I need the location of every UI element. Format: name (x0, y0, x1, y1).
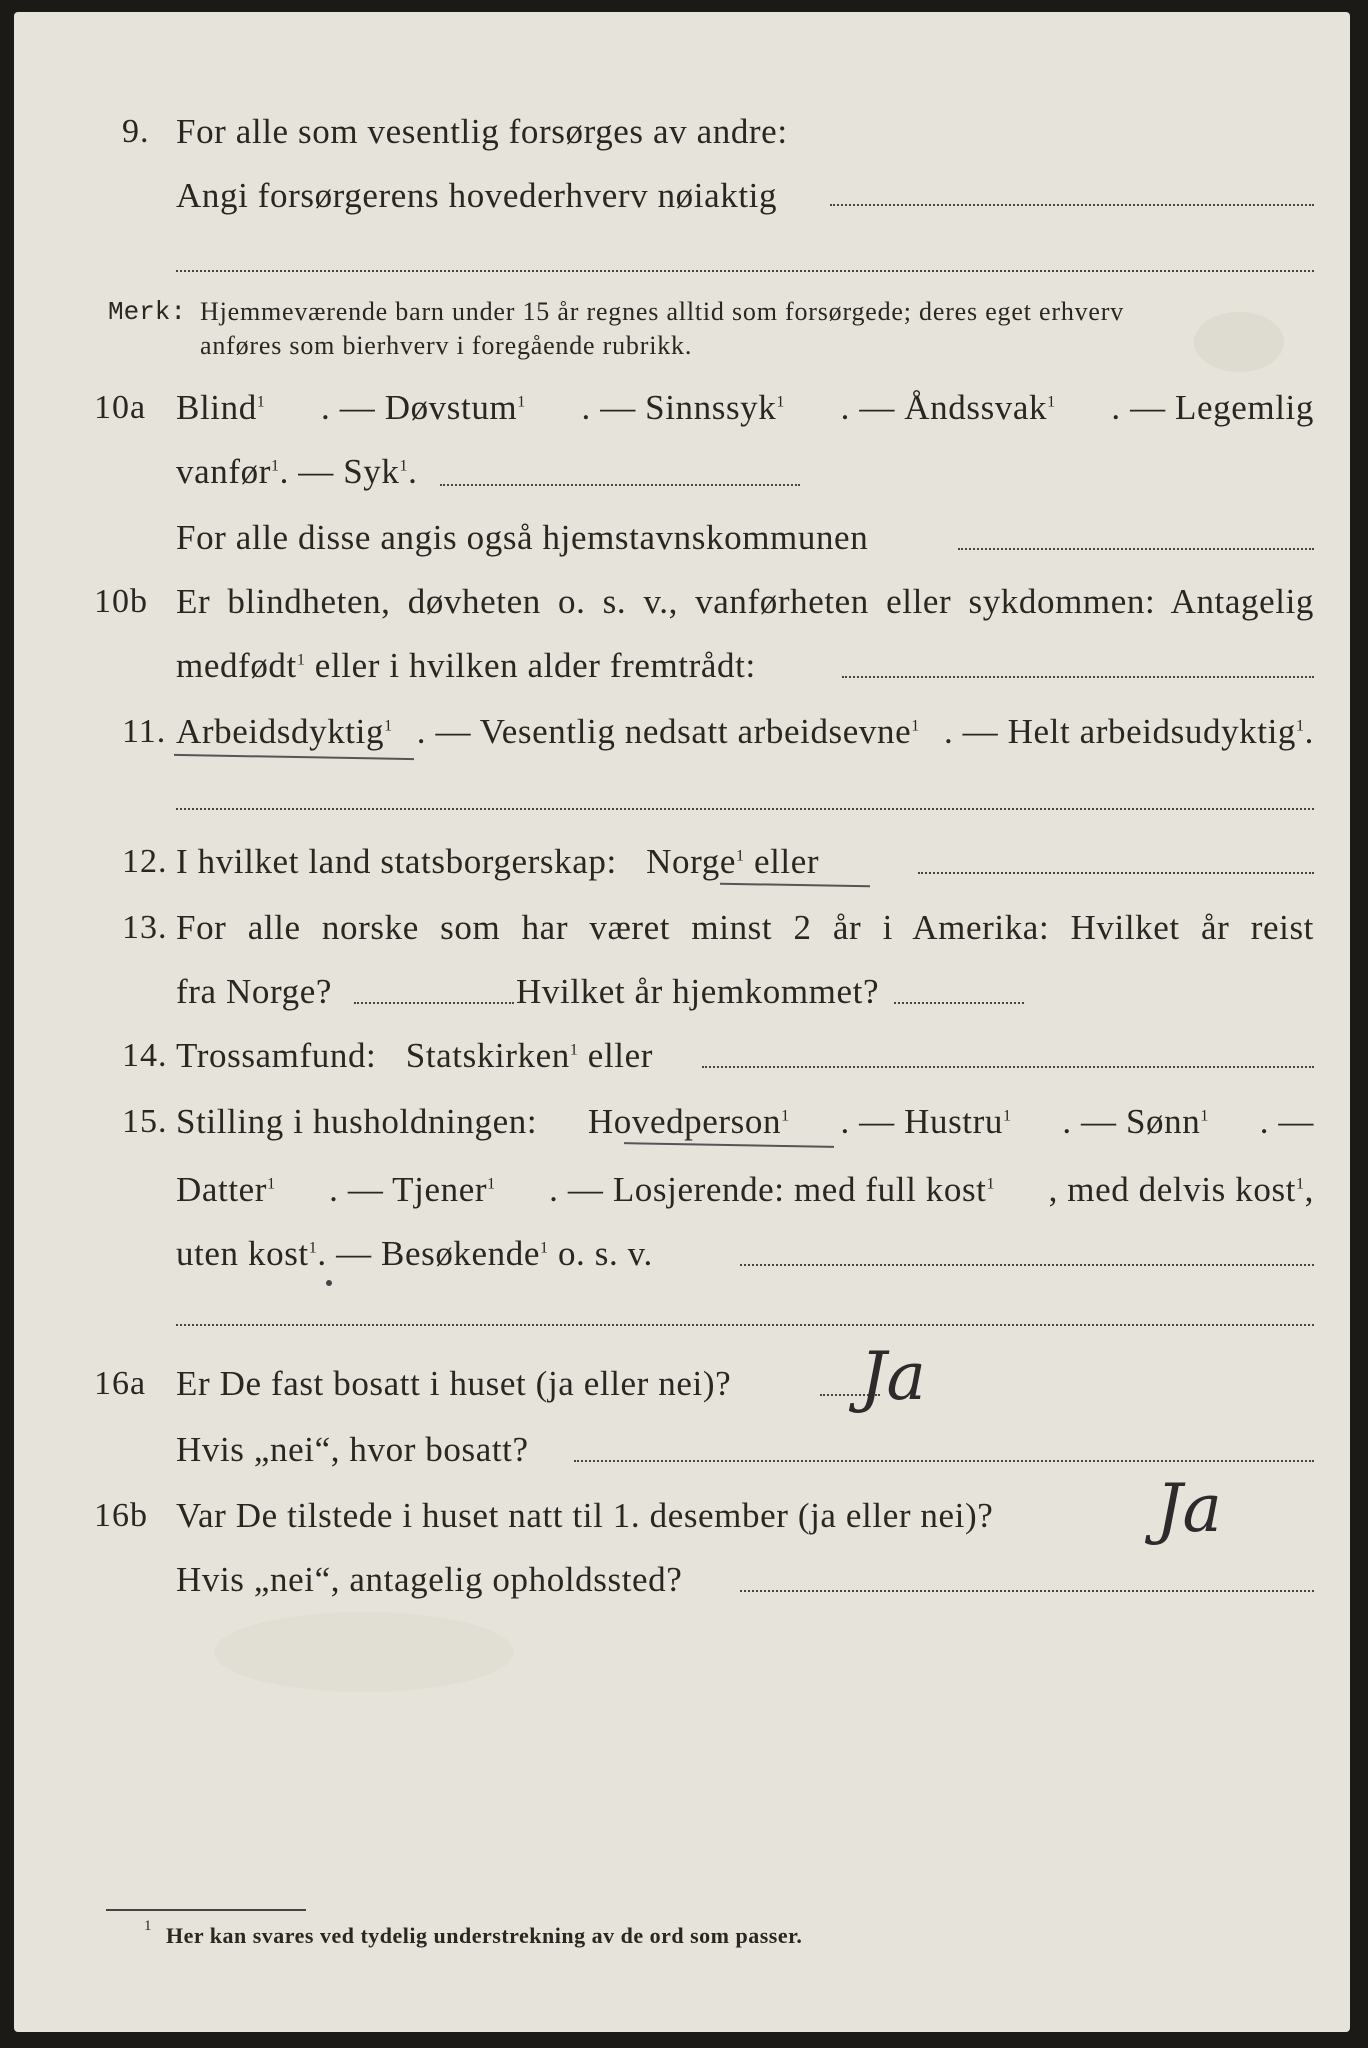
q16a-bosatt-field[interactable] (574, 1460, 1314, 1462)
sup-mark: 1 (308, 1239, 318, 1257)
q10a-line2-end: . (408, 452, 418, 491)
sup-mark: 1 (911, 717, 920, 735)
question-number-9: 9. (122, 113, 150, 150)
q9-answer-field-2[interactable] (176, 270, 1314, 272)
q16b-line1: Var De tilstede i huset natt til 1. desember (ja eller nei)? (176, 1496, 994, 1535)
q16a-line2: Hvis „nei“, hvor bosatt? (176, 1430, 529, 1469)
question-number-11: 11. (122, 713, 167, 750)
q16b-handwritten-answer[interactable]: Ja (1156, 1470, 1222, 1547)
q12-answer-field[interactable] (918, 872, 1314, 874)
q16b-opholdssted-field[interactable] (740, 1590, 1314, 1592)
underline-norge (720, 883, 870, 888)
q15-line2-end: , (1304, 1170, 1314, 1209)
q16a-line1: Er De fast bosatt i huset (ja eller nei)? (176, 1364, 732, 1403)
option-medfodt[interactable]: medfødt (176, 646, 297, 685)
question-number-10a: 10a (94, 389, 147, 426)
q11-answer-field[interactable] (176, 808, 1314, 810)
q15-text: Stilling i husholdningen: (176, 1102, 538, 1141)
sup-mark: 1 (1200, 1107, 1209, 1125)
question-number-16b: 16b (94, 1497, 148, 1534)
q13-line2a: fra Norge? (176, 972, 332, 1011)
q13-line1: For alle norske som har været minst 2 år i Amerika: Hvilket år reist (176, 908, 1314, 947)
option-blind[interactable]: Blind (176, 388, 257, 427)
q16b-line2: Hvis „nei“, antagelig opholdssted? (176, 1560, 683, 1599)
q15-line3 (176, 1232, 653, 1276)
sup-mark: 1 (986, 1175, 996, 1193)
option-norge[interactable]: Norge (646, 842, 736, 881)
q9-answer-field[interactable] (830, 204, 1314, 206)
q13-line2b: Hvilket år hjemkommet? (516, 972, 880, 1011)
q10a-line2 (176, 450, 417, 494)
q15-line1 (176, 1100, 1314, 1144)
sup-mark: 1 (540, 1239, 549, 1257)
sup-mark: 1 (1296, 717, 1305, 735)
q12-line (176, 840, 819, 884)
option-legemlig[interactable]: . — Legemlig (1111, 388, 1314, 427)
q12-eller: eller (744, 842, 820, 881)
q15-line2 (176, 1168, 1314, 1212)
paper-stain (1194, 312, 1284, 372)
q15-osv: o. s. v. (548, 1234, 653, 1273)
q12-text: I hvilket land statsborgerskap: (176, 842, 617, 881)
q14-text: Trossamfund: (176, 1036, 377, 1075)
option-full-kost[interactable]: . — Losjerende: med full kost (549, 1170, 987, 1209)
question-number-15: 15. (122, 1103, 168, 1140)
q10b-line1: Er blindheten, døvheten o. s. v., vanførheten eller sykdommen: Antagelig (176, 582, 1314, 621)
sup-mark: 1 (517, 393, 526, 411)
option-tjener[interactable]: . — Tjener (329, 1170, 488, 1209)
sup-mark: 1 (736, 847, 745, 865)
q14-eller: eller (578, 1036, 653, 1075)
option-dovstum[interactable]: . — Døvstum (321, 388, 518, 427)
question-number-13: 13. (122, 909, 168, 946)
sup-mark: 1 (1296, 1175, 1305, 1193)
q16a-handwritten-answer[interactable]: Ja (860, 1338, 926, 1415)
option-sonn[interactable]: . — Sønn (1062, 1102, 1201, 1141)
option-statskirken[interactable]: Statskirken (405, 1036, 570, 1075)
sup-mark: 1 (1002, 1107, 1012, 1125)
q10a-line3: For alle disse angis også hjemstavnskommunen (176, 518, 869, 557)
sup-mark: 1 (296, 651, 306, 669)
sup-mark: 1 (270, 457, 280, 475)
sup-mark: 1 (267, 1175, 276, 1193)
q11-end: . (1304, 712, 1314, 751)
footnote-rule (106, 1909, 306, 1911)
q14-answer-field[interactable] (702, 1066, 1314, 1068)
merk-label: Merk: (108, 297, 187, 327)
q9-line1: For alle som vesentlig forsørges av andre: (176, 112, 788, 151)
question-number-12: 12. (122, 843, 168, 880)
option-hovedperson[interactable]: Hovedperson (587, 1102, 782, 1141)
q13-hjemkommet-field[interactable] (894, 1002, 1024, 1004)
option-hustru[interactable]: . — Hustru (840, 1102, 1003, 1141)
option-vanfor[interactable]: vanfør (176, 452, 271, 491)
sup-mark: 1 (256, 393, 266, 411)
question-number-14: 14. (122, 1037, 168, 1074)
q14-line (176, 1034, 653, 1078)
footnote-text: Her kan svares ved tydelig understrekning av de ord som passer. (166, 1923, 803, 1948)
q13-reist-field[interactable] (354, 1002, 514, 1004)
sup-mark: 1 (487, 1175, 496, 1193)
footnote-mark: 1 (144, 1918, 152, 1934)
question-number-10b: 10b (94, 583, 148, 620)
option-delvis-kost[interactable]: , med delvis kost (1048, 1170, 1296, 1209)
form-page (14, 12, 1350, 2032)
q10b-line2 (176, 644, 756, 688)
q10b-answer-field[interactable] (842, 676, 1314, 678)
paper-stain (214, 1612, 514, 1692)
option-vesentlig-nedsatt[interactable]: . — Vesentlig nedsatt arbeidsevne (416, 712, 912, 751)
option-andssvak[interactable]: . — Åndssvak (840, 388, 1048, 427)
underline-arbeidsdyktig (174, 754, 414, 760)
q10a-syk-field[interactable] (440, 484, 800, 486)
option-besokende[interactable]: . — Besøkende (317, 1234, 540, 1273)
merk-line2: anføres som bierhverv i foregående rubrikk. (200, 331, 693, 360)
option-sinnssyk[interactable]: . — Sinnssyk (581, 388, 777, 427)
q15-answer-field-2[interactable] (176, 1324, 1314, 1326)
merk-line1: Hjemmeværende barn under 15 år regnes alltid som forsørgede; deres eget erhverv (200, 297, 1125, 326)
q10b-line2-text: eller i hvilken alder fremtrådt: (305, 646, 756, 685)
sup-mark: 1 (399, 457, 409, 475)
option-helt-arbeidsudyktig[interactable]: . — Helt arbeidsudyktig (943, 712, 1297, 751)
q11-line (176, 710, 1314, 754)
sup-mark: 1 (781, 1107, 790, 1125)
option-arbeidsdyktig[interactable]: Arbeidsdyktig (176, 712, 385, 751)
q15-answer-field[interactable] (740, 1264, 1314, 1266)
q10a-hjemstavn-field[interactable] (958, 548, 1314, 550)
sup-mark: 1 (776, 393, 785, 411)
ink-dot (326, 1280, 332, 1286)
option-datter[interactable]: Datter (176, 1170, 268, 1209)
sup-mark: 1 (384, 717, 393, 735)
question-number-16a: 16a (94, 1365, 147, 1402)
sup-mark: 1 (569, 1041, 579, 1059)
option-uten-kost[interactable]: uten kost (176, 1234, 309, 1273)
option-syk[interactable]: . — Syk (279, 452, 400, 491)
sup-mark: 1 (1047, 393, 1056, 411)
q9-line2: Angi forsørgerens hovederhverv nøiaktig (176, 176, 778, 215)
q15-line1-end: . — (1259, 1102, 1314, 1141)
q10a-line1 (176, 386, 1314, 430)
